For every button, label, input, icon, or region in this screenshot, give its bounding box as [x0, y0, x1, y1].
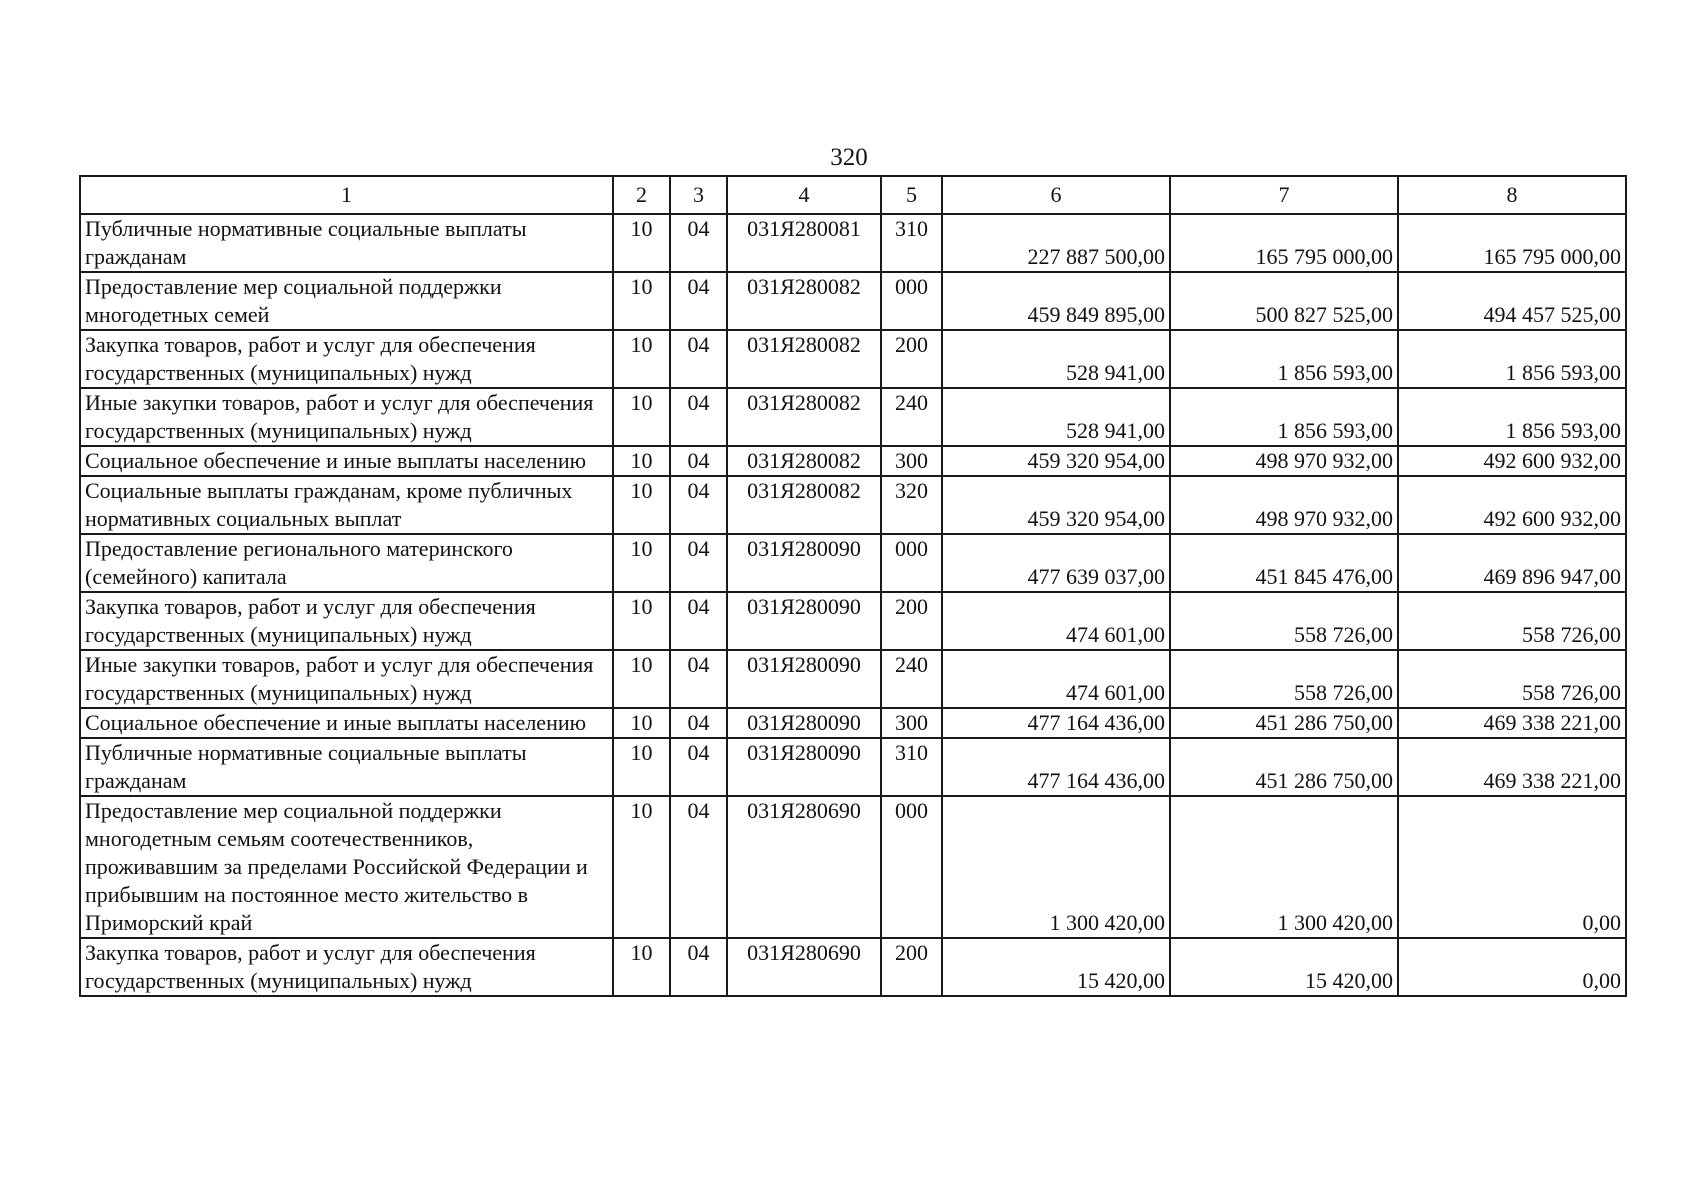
amount-col6-cell: 459 849 895,00: [942, 272, 1170, 330]
column-header: 1: [80, 176, 613, 214]
section-code-cell: 10: [613, 738, 670, 796]
expense-type-cell: 300: [881, 708, 942, 738]
expense-type-cell: 000: [881, 272, 942, 330]
table-row: [80, 330, 1626, 388]
expense-type-cell: 000: [881, 534, 942, 592]
subsection-code-cell: 04: [670, 708, 727, 738]
column-header: 4: [727, 176, 881, 214]
section-code-cell: 10: [613, 796, 670, 938]
table-row: [80, 650, 1626, 708]
target-article-cell: 031Я280690: [727, 796, 881, 938]
expense-type-cell: 240: [881, 388, 942, 446]
column-header: 8: [1398, 176, 1626, 214]
table-row: [80, 738, 1626, 796]
row-name-cell: Социальное обеспечение и иные выплаты населению: [80, 708, 613, 738]
amount-col7-cell: 498 970 932,00: [1170, 476, 1398, 534]
amount-col7-cell: 558 726,00: [1170, 592, 1398, 650]
amount-col6-cell: 459 320 954,00: [942, 446, 1170, 476]
budget-table: [79, 175, 1627, 997]
amount-col7-cell: 500 827 525,00: [1170, 272, 1398, 330]
section-code-cell: 10: [613, 534, 670, 592]
section-code-cell: 10: [613, 214, 670, 272]
amount-col6-cell: 477 164 436,00: [942, 738, 1170, 796]
table-row: [80, 214, 1626, 272]
target-article-cell: 031Я280082: [727, 476, 881, 534]
amount-col8-cell: 0,00: [1398, 938, 1626, 996]
target-article-cell: 031Я280082: [727, 388, 881, 446]
column-header: 5: [881, 176, 942, 214]
target-article-cell: 031Я280090: [727, 592, 881, 650]
column-header: 7: [1170, 176, 1398, 214]
row-name-cell: Предоставление регионального материнского (семейного) капитала: [80, 534, 613, 592]
target-article-cell: 031Я280090: [727, 738, 881, 796]
table-row: [80, 534, 1626, 592]
page-number: 320: [830, 144, 868, 171]
expense-type-cell: 240: [881, 650, 942, 708]
expense-type-cell: 310: [881, 738, 942, 796]
row-name-cell: Иные закупки товаров, работ и услуг для обеспечения государственных (муниципальных) нужд: [80, 650, 613, 708]
subsection-code-cell: 04: [670, 446, 727, 476]
section-code-cell: 10: [613, 592, 670, 650]
amount-col6-cell: 15 420,00: [942, 938, 1170, 996]
expense-type-cell: 200: [881, 938, 942, 996]
section-code-cell: 10: [613, 708, 670, 738]
amount-col8-cell: 494 457 525,00: [1398, 272, 1626, 330]
amount-col7-cell: 165 795 000,00: [1170, 214, 1398, 272]
amount-col6-cell: 474 601,00: [942, 650, 1170, 708]
expense-type-cell: 200: [881, 592, 942, 650]
row-name-cell: Предоставление мер социальной поддержки многодетных семей: [80, 272, 613, 330]
amount-col7-cell: 558 726,00: [1170, 650, 1398, 708]
table-row: [80, 592, 1626, 650]
table-row: [80, 708, 1626, 738]
subsection-code-cell: 04: [670, 738, 727, 796]
target-article-cell: 031Я280690: [727, 938, 881, 996]
amount-col7-cell: 15 420,00: [1170, 938, 1398, 996]
target-article-cell: 031Я280090: [727, 650, 881, 708]
table-row: [80, 272, 1626, 330]
expense-type-cell: 000: [881, 796, 942, 938]
target-article-cell: 031Я280090: [727, 534, 881, 592]
amount-col6-cell: 528 941,00: [942, 330, 1170, 388]
column-header: 6: [942, 176, 1170, 214]
amount-col8-cell: 165 795 000,00: [1398, 214, 1626, 272]
amount-col6-cell: 227 887 500,00: [942, 214, 1170, 272]
amount-col7-cell: 451 845 476,00: [1170, 534, 1398, 592]
subsection-code-cell: 04: [670, 272, 727, 330]
subsection-code-cell: 04: [670, 214, 727, 272]
amount-col6-cell: 459 320 954,00: [942, 476, 1170, 534]
row-name-cell: Предоставление мер социальной поддержки многодетным семьям соотечественников, проживавшим за пределами Российской Федерации и прибывшим на постоянное место жительство в Приморский край: [80, 796, 613, 938]
section-code-cell: 10: [613, 330, 670, 388]
subsection-code-cell: 04: [670, 534, 727, 592]
amount-col7-cell: 498 970 932,00: [1170, 446, 1398, 476]
amount-col8-cell: 0,00: [1398, 796, 1626, 938]
amount-col6-cell: 1 300 420,00: [942, 796, 1170, 938]
expense-type-cell: 200: [881, 330, 942, 388]
amount-col7-cell: 1 856 593,00: [1170, 388, 1398, 446]
row-name-cell: Закупка товаров, работ и услуг для обеспечения государственных (муниципальных) нужд: [80, 938, 613, 996]
table-row: [80, 938, 1626, 996]
amount-col7-cell: 1 856 593,00: [1170, 330, 1398, 388]
table-row: [80, 388, 1626, 446]
row-name-cell: Социальное обеспечение и иные выплаты населению: [80, 446, 613, 476]
target-article-cell: 031Я280081: [727, 214, 881, 272]
subsection-code-cell: 04: [670, 938, 727, 996]
amount-col8-cell: 1 856 593,00: [1398, 330, 1626, 388]
target-article-cell: 031Я280090: [727, 708, 881, 738]
amount-col8-cell: 492 600 932,00: [1398, 446, 1626, 476]
subsection-code-cell: 04: [670, 388, 727, 446]
column-header: 3: [670, 176, 727, 214]
row-name-cell: Закупка товаров, работ и услуг для обеспечения государственных (муниципальных) нужд: [80, 592, 613, 650]
amount-col8-cell: 469 338 221,00: [1398, 708, 1626, 738]
subsection-code-cell: 04: [670, 592, 727, 650]
amount-col7-cell: 1 300 420,00: [1170, 796, 1398, 938]
row-name-cell: Социальные выплаты гражданам, кроме публичных нормативных социальных выплат: [80, 476, 613, 534]
amount-col6-cell: 477 639 037,00: [942, 534, 1170, 592]
subsection-code-cell: 04: [670, 650, 727, 708]
expense-type-cell: 320: [881, 476, 942, 534]
target-article-cell: 031Я280082: [727, 272, 881, 330]
subsection-code-cell: 04: [670, 476, 727, 534]
amount-col6-cell: 477 164 436,00: [942, 708, 1170, 738]
subsection-code-cell: 04: [670, 330, 727, 388]
amount-col8-cell: 469 338 221,00: [1398, 738, 1626, 796]
table-row: [80, 476, 1626, 534]
row-name-cell: Закупка товаров, работ и услуг для обеспечения государственных (муниципальных) нужд: [80, 330, 613, 388]
amount-col8-cell: 492 600 932,00: [1398, 476, 1626, 534]
amount-col7-cell: 451 286 750,00: [1170, 738, 1398, 796]
column-header: 2: [613, 176, 670, 214]
expense-type-cell: 300: [881, 446, 942, 476]
section-code-cell: 10: [613, 476, 670, 534]
section-code-cell: 10: [613, 272, 670, 330]
section-code-cell: 10: [613, 446, 670, 476]
amount-col8-cell: 469 896 947,00: [1398, 534, 1626, 592]
row-name-cell: Иные закупки товаров, работ и услуг для обеспечения государственных (муниципальных) нужд: [80, 388, 613, 446]
header-row: [80, 176, 1626, 214]
amount-col7-cell: 451 286 750,00: [1170, 708, 1398, 738]
row-name-cell: Публичные нормативные социальные выплаты гражданам: [80, 214, 613, 272]
section-code-cell: 10: [613, 650, 670, 708]
amount-col8-cell: 1 856 593,00: [1398, 388, 1626, 446]
subsection-code-cell: 04: [670, 796, 727, 938]
table-row: [80, 446, 1626, 476]
row-name-cell: Публичные нормативные социальные выплаты гражданам: [80, 738, 613, 796]
amount-col8-cell: 558 726,00: [1398, 592, 1626, 650]
amount-col8-cell: 558 726,00: [1398, 650, 1626, 708]
table-row: [80, 796, 1626, 938]
section-code-cell: 10: [613, 388, 670, 446]
amount-col6-cell: 528 941,00: [942, 388, 1170, 446]
section-code-cell: 10: [613, 938, 670, 996]
expense-type-cell: 310: [881, 214, 942, 272]
amount-col6-cell: 474 601,00: [942, 592, 1170, 650]
target-article-cell: 031Я280082: [727, 330, 881, 388]
target-article-cell: 031Я280082: [727, 446, 881, 476]
